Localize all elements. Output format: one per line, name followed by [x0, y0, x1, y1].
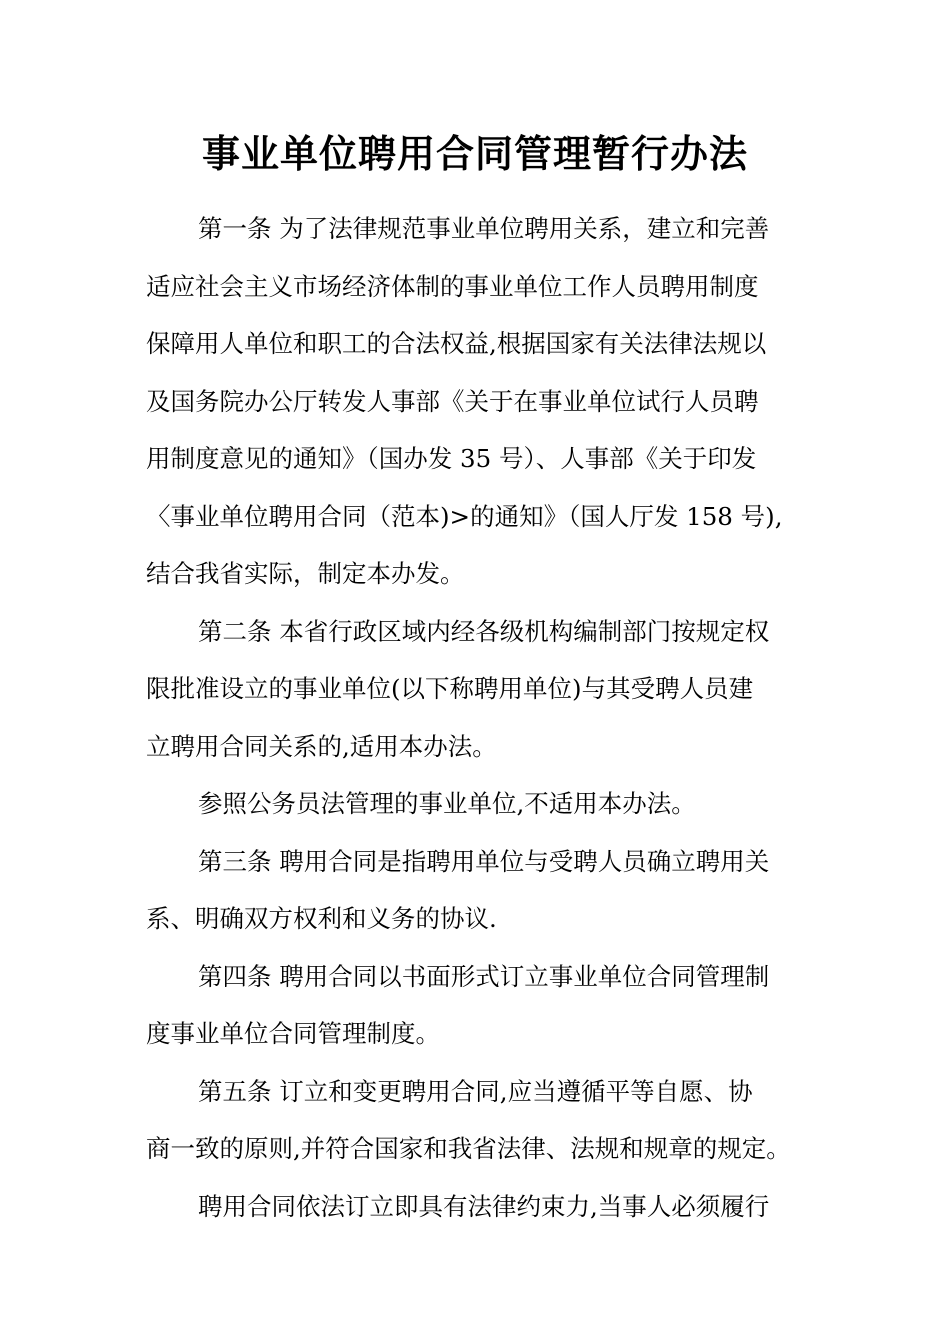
body-line: 度事业单位合同管理制度。: [146, 1019, 440, 1048]
body-line: 参照公务员法管理的事业单位,不适用本办法。: [198, 789, 696, 818]
body-line: 〈事业单位聘用合同（范本)>的通知》（国人厅发 158 号),: [146, 501, 783, 531]
body-line: 结合我省实际，制定本办发。: [146, 559, 465, 588]
document-body: [146, 200, 810, 1235]
body-line: 第三条 聘用合同是指聘用单位与受聘人员确立聘用关: [198, 846, 770, 876]
body-line: 用制度意见的通知》（国办发 35 号）、人事部《关于印发: [146, 444, 757, 473]
body-line: 第一条 为了法律规范事业单位聘用关系，建立和完善: [198, 214, 770, 243]
body-line: 及国务院办公厅转发人事部《关于在事业单位试行人员聘: [146, 386, 759, 416]
body-line: 第四条 聘用合同以书面形式订立事业单位合同管理制: [198, 961, 770, 991]
body-line: 立聘用合同关系的,适用本办法。: [146, 731, 497, 761]
body-line: 保障用人单位和职工的合法权益,根据国家有关法律法规以: [146, 329, 767, 358]
body-line: 适应社会主义市场经济体制的事业单位工作人员聘用制度: [146, 271, 759, 301]
body-line: 限批准设立的事业单位(以下称聘用单位)与其受聘人员建: [146, 674, 754, 703]
body-line: 系、明确双方权利和义务的协议.: [146, 904, 497, 933]
body-line: 商一致的原则,并符合国家和我省法律、法规和规章的规定。: [146, 1134, 791, 1163]
body-line: 第五条 订立和变更聘用合同,应当遵循平等自愿、协: [198, 1076, 753, 1106]
body-line: 聘用合同依法订立即具有法律约束力,当事人必须履行: [198, 1191, 770, 1221]
body-line: 第二条 本省行政区域内经各级机构编制部门按规定权: [198, 616, 770, 646]
document-title: 事业单位聘用合同管理暂行办法: [201, 131, 748, 176]
